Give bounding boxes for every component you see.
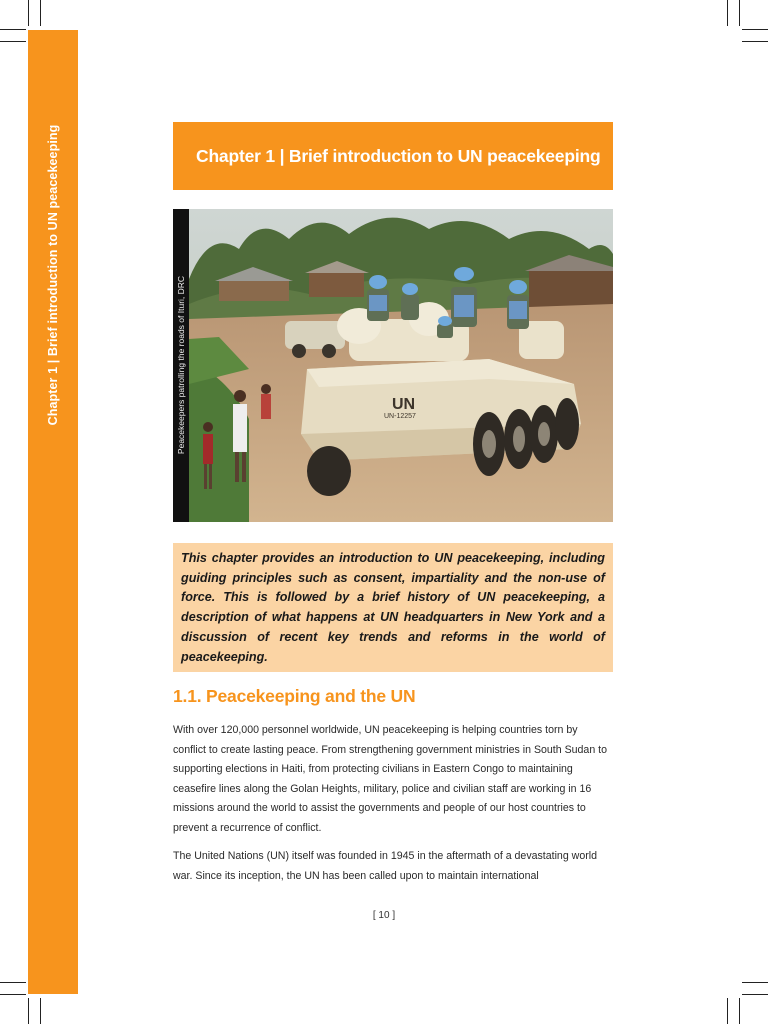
photo-figure bbox=[173, 209, 613, 522]
chapter-title: Chapter 1 | Brief introduction to UN peacekeeping bbox=[196, 145, 601, 166]
crop-mark bbox=[0, 41, 26, 42]
crop-mark bbox=[0, 994, 26, 995]
chapter-intro-text: This chapter provides an introduction to UN peacekeeping, including guiding principles such as consent, impartiality and the non-use of force. This is followed by a brief history of UN peacekeeping, a description of what happens at UN headquarters in New York and a discussion of recent key trends and reforms in the world of peacekeeping. bbox=[181, 551, 605, 664]
crop-mark bbox=[742, 982, 768, 983]
vehicle-marking: UN bbox=[392, 396, 416, 413]
crop-mark bbox=[40, 998, 41, 1024]
crop-mark bbox=[40, 0, 41, 26]
body-paragraph: The United Nations (UN) itself was founded in 1945 in the aftermath of a devastating world war. Since its inception, the UN has been called upon to maintain international bbox=[173, 850, 597, 882]
crop-mark bbox=[28, 998, 29, 1024]
crop-mark bbox=[0, 982, 26, 983]
chapter-banner bbox=[173, 122, 613, 190]
crop-mark bbox=[742, 41, 768, 42]
crop-mark bbox=[739, 998, 740, 1024]
crop-mark bbox=[0, 29, 26, 30]
page-number: [ 10 ] bbox=[372, 910, 396, 921]
crop-mark bbox=[727, 998, 728, 1024]
crop-mark bbox=[742, 29, 768, 30]
peacekeepers-photo bbox=[189, 209, 613, 522]
chapter-intro-box bbox=[173, 543, 613, 672]
photo-caption: Peacekeepers patrolling the roads of Ituri, DRC bbox=[176, 275, 186, 455]
body-paragraph: With over 120,000 personnel worldwide, UN peacekeeping is helping countries torn by conflict to create lasting peace. From strengthening government ministries in South Sudan to supporting elections in Haiti, from protecting civilians in Eastern Congo to maintaining ceasefire lines along the Golan Heights, military, police and civilian staff are working in 16 missions around the world to assist the governments and people of our host countries to prevent a recurrence of conflict. bbox=[173, 724, 607, 834]
sidebar-chapter-label: Chapter 1 | Brief introduction to UN peacekeeping bbox=[46, 124, 60, 426]
vehicle-plate: UN-12257 bbox=[384, 413, 416, 420]
crop-mark bbox=[727, 0, 728, 26]
crop-mark bbox=[739, 0, 740, 26]
section-heading: 1.1. Peacekeeping and the UN bbox=[173, 686, 416, 706]
crop-mark bbox=[28, 0, 29, 26]
crop-mark bbox=[742, 994, 768, 995]
